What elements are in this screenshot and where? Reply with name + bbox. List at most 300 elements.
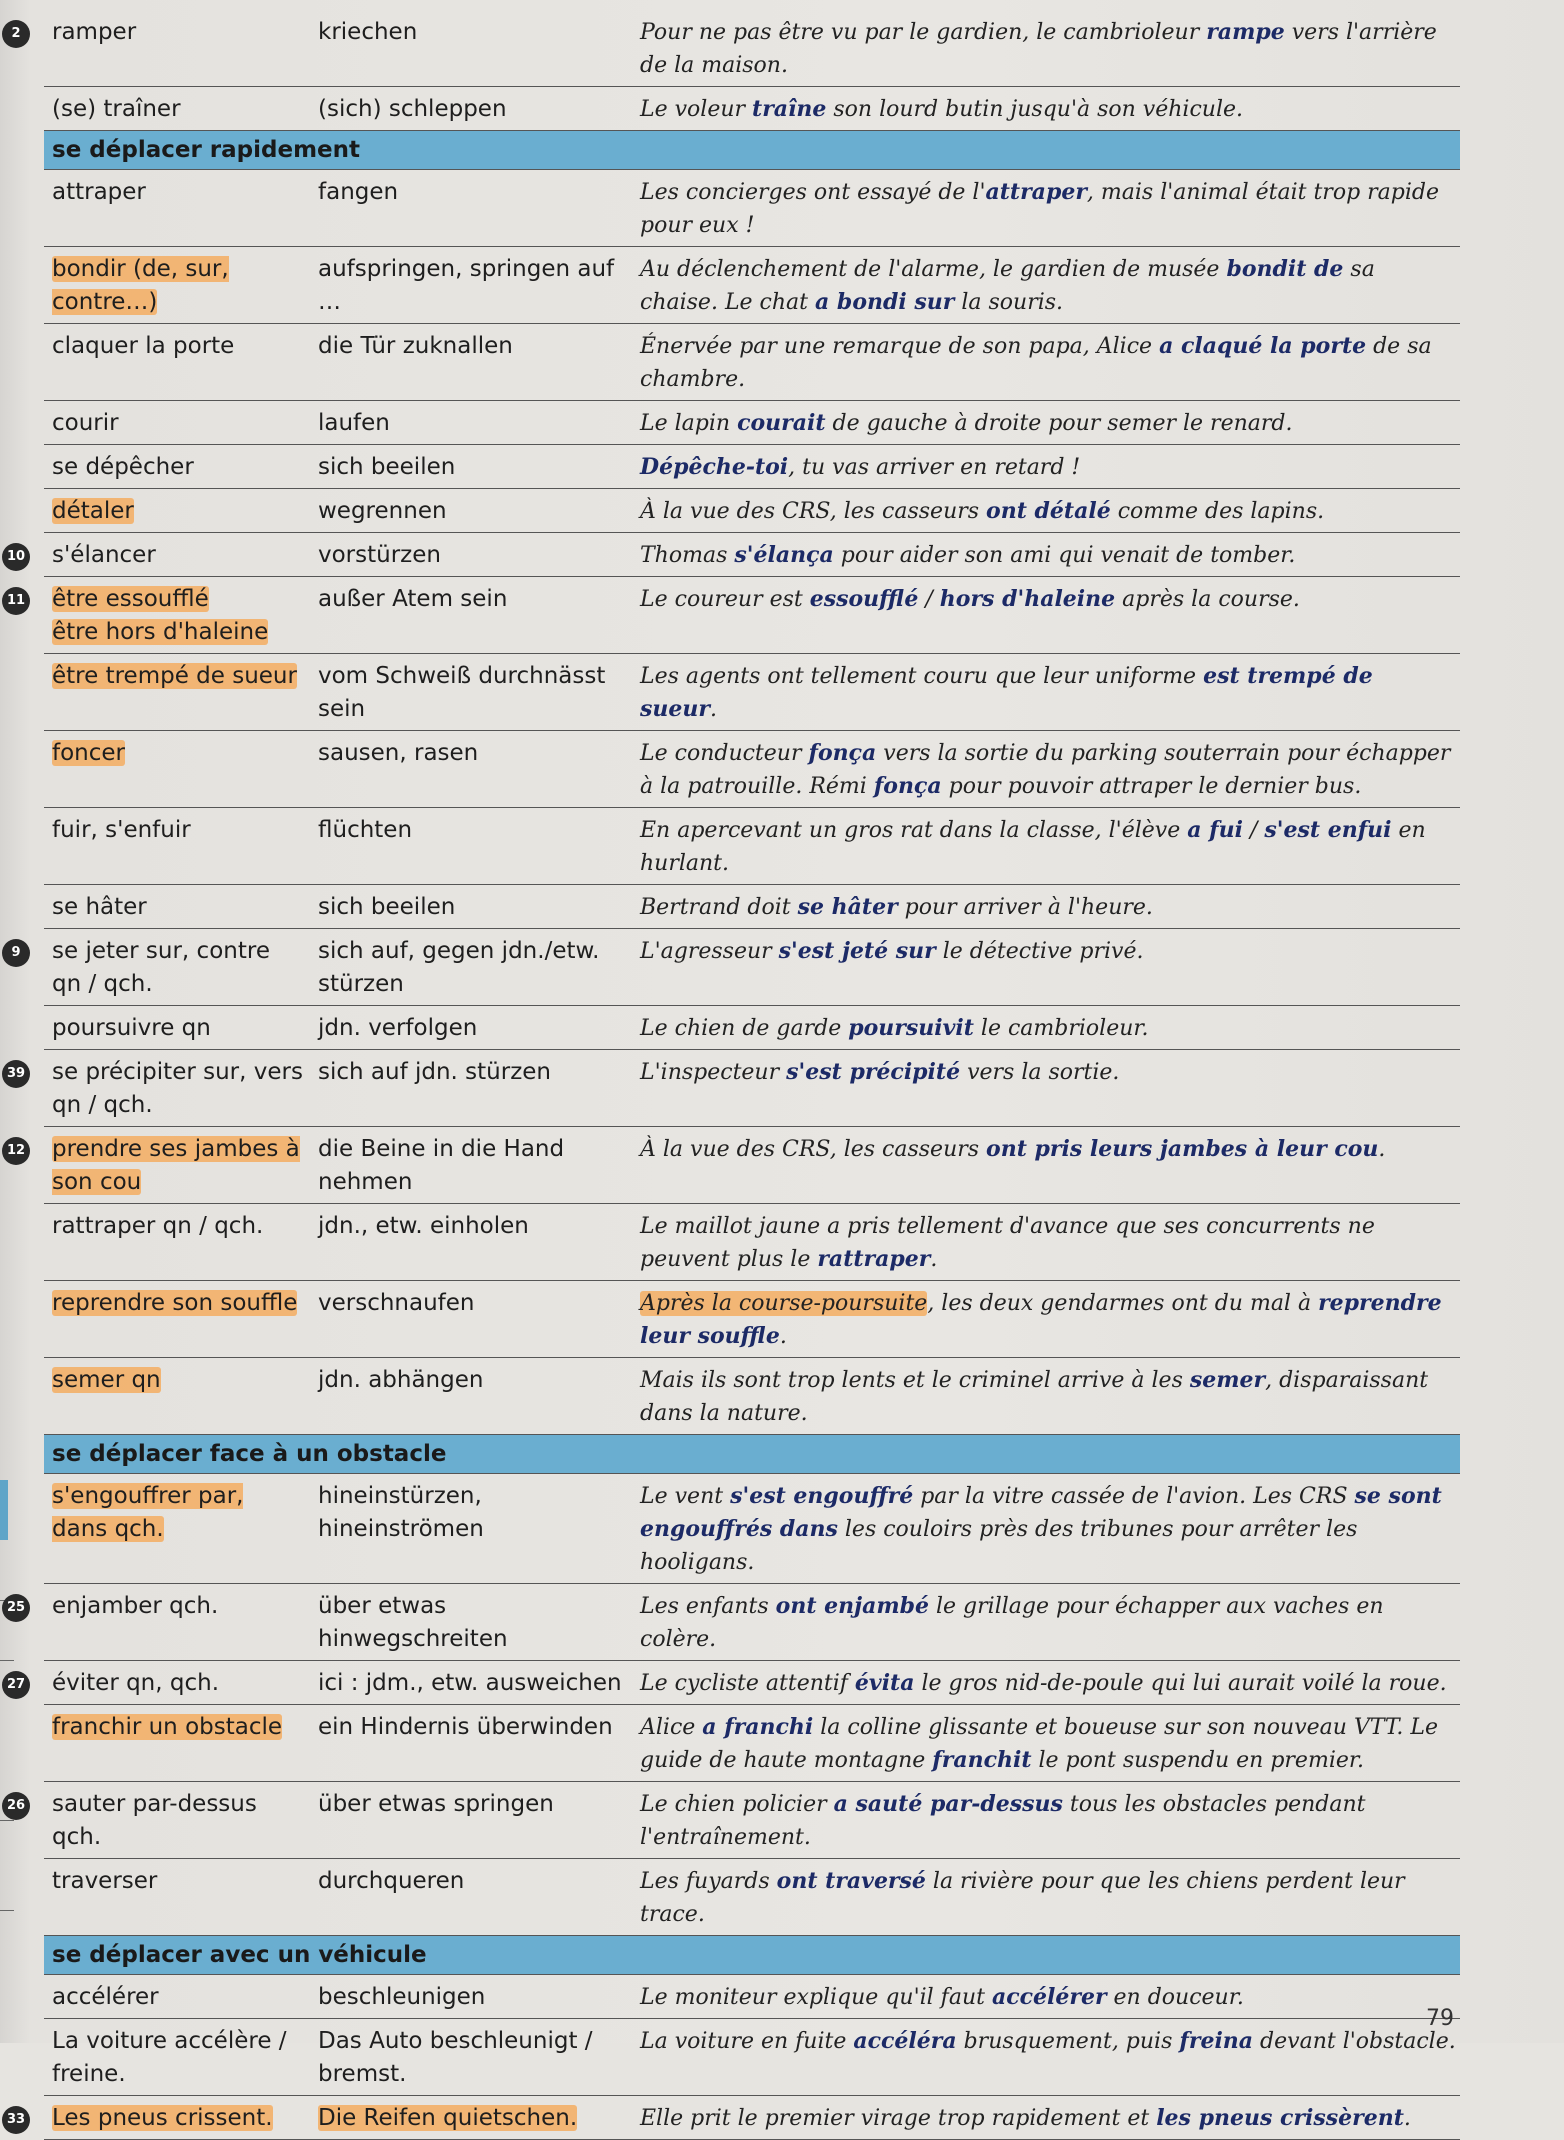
term-cell <box>44 731 310 807</box>
term-cell <box>44 1859 310 1935</box>
french-term: poursuivre qn <box>52 1015 211 1041</box>
example-text: , disparaissant dans la nature. <box>640 1368 1429 1426</box>
term-cell <box>44 445 310 488</box>
exercise-badge: 11 <box>2 587 30 615</box>
german-cell <box>310 489 628 532</box>
exercise-badge: 2 <box>2 20 30 48</box>
vocab-row <box>44 1859 1460 1936</box>
example-sentence <box>628 1050 1460 1126</box>
vocab-row <box>6 1584 1460 1661</box>
german-cell <box>310 1050 628 1126</box>
example-keyword: a sauté par-dessus <box>833 1791 1063 1817</box>
example-sentence <box>628 885 1460 928</box>
example-keyword: freina <box>1179 2028 1254 2054</box>
vocab-row <box>11 10 1460 87</box>
french-term: reprendre son souffle <box>52 1290 298 1316</box>
term-cell <box>44 1281 310 1357</box>
example-text: . <box>930 1247 938 1272</box>
german-translation: hineinstürzen, hineinströmen <box>318 1483 484 1542</box>
term-cell <box>44 1584 310 1660</box>
example-keyword: franchit <box>932 1747 1032 1773</box>
exercise-badge: 33 <box>2 2106 30 2134</box>
vocab-row <box>44 731 1460 808</box>
french-term: être trempé de sueur <box>52 663 297 689</box>
german-cell <box>310 1782 628 1858</box>
example-keyword: ont enjambé <box>775 1593 930 1619</box>
german-translation: sich beeilen <box>318 454 456 480</box>
french-term: courir <box>52 410 119 436</box>
term-cell <box>44 489 310 532</box>
example-keyword: semer <box>1189 1367 1266 1393</box>
german-translation: die Tür zuknallen <box>318 333 513 359</box>
example-sentence <box>628 2096 1460 2139</box>
example-sentence <box>628 489 1460 532</box>
german-cell <box>310 2096 628 2139</box>
example-text: le grillage pour échapper aux vaches en colère. <box>640 1594 1384 1652</box>
french-term: fuir, s'enfuir <box>52 817 191 843</box>
term-cell <box>44 1782 310 1858</box>
exercise-badge: 39 <box>2 1060 30 1088</box>
german-translation: jdn. abhängen <box>318 1367 484 1393</box>
example-text: Le voleur <box>640 97 753 122</box>
french-term: s'élancer <box>52 542 156 568</box>
example-text: Le chien de garde <box>640 1016 849 1041</box>
term-cell <box>44 1474 310 1583</box>
example-keyword: s'est engouffré <box>730 1483 914 1509</box>
example-sentence <box>628 1006 1460 1049</box>
example-text: Pour ne pas être vu par le gardien, le cambrioleur <box>640 20 1207 45</box>
vocab-row <box>44 1358 1460 1435</box>
german-translation: sich auf jdn. stürzen <box>318 1059 552 1085</box>
example-text: de gauche à droite pour semer le renard. <box>825 411 1293 436</box>
french-term: prendre ses jambes à son cou <box>52 1136 300 1195</box>
example-text: Le maillot jaune a pris tellement d'avance que ses concurrents ne peuvent plus le <box>640 1214 1375 1272</box>
french-term-alt: être hors d'haleine <box>52 619 269 645</box>
vocab-row <box>44 489 1460 533</box>
french-term: être essoufflé <box>52 586 209 612</box>
term-cell <box>44 1661 310 1704</box>
german-cell <box>310 247 628 323</box>
vocab-row <box>44 1281 1460 1358</box>
example-text: comme des lapins. <box>1110 499 1325 524</box>
example-sentence <box>628 577 1460 653</box>
example-keyword: courait <box>737 410 826 436</box>
example-text: en douceur. <box>1106 1985 1244 2010</box>
example-sentence <box>628 2019 1460 2095</box>
example-text: Le vent <box>640 1484 731 1509</box>
margin-tab <box>0 1480 8 1540</box>
example-keyword: accéléra <box>853 2028 957 2054</box>
vocab-row <box>44 445 1460 489</box>
example-text: Le lapin <box>640 411 738 436</box>
german-translation: Das Auto beschleunigt / bremst. <box>318 2028 593 2087</box>
vocab-row <box>44 247 1460 324</box>
example-sentence <box>628 1661 1460 1704</box>
example-keyword: hors d'haleine <box>939 586 1116 612</box>
german-translation: sich beeilen <box>318 894 456 920</box>
example-text: devant l'obstacle. <box>1253 2029 1456 2054</box>
example-sentence <box>628 1975 1460 2018</box>
term-cell <box>44 2019 310 2095</box>
vocab-row <box>11 929 1460 1006</box>
example-keyword: a claqué la porte <box>1159 333 1367 359</box>
vocab-row <box>44 885 1460 929</box>
vocab-row <box>44 1474 1460 1584</box>
example-text: de sa chambre. <box>640 334 1432 392</box>
margin-mark <box>0 1820 14 1821</box>
vocab-row <box>44 808 1460 885</box>
german-cell <box>310 2019 628 2095</box>
example-text: Le chien policier <box>640 1792 834 1817</box>
example-sentence <box>628 445 1460 488</box>
example-sentence <box>628 1474 1460 1583</box>
german-cell <box>310 885 628 928</box>
exercise-badge: 9 <box>2 939 30 967</box>
german-cell <box>310 731 628 807</box>
french-term: semer qn <box>52 1367 161 1393</box>
example-text: vers l'arrière de la maison. <box>640 20 1437 78</box>
example-sentence <box>628 731 1460 807</box>
example-text: Bertrand doit <box>640 895 798 920</box>
vocab-row <box>44 401 1460 445</box>
german-cell <box>310 1358 628 1434</box>
example-text: la souris. <box>954 290 1064 315</box>
example-sentence <box>628 808 1460 884</box>
example-sentence <box>628 1358 1460 1434</box>
term-cell <box>44 1358 310 1434</box>
example-text: Alice <box>640 1715 703 1740</box>
term-cell <box>44 1705 310 1781</box>
german-translation: aufspringen, springen auf … <box>318 256 615 315</box>
example-text: en hurlant. <box>640 818 1426 876</box>
german-translation: durchqueren <box>318 1868 465 1894</box>
vocab-row <box>44 1705 1460 1782</box>
example-text: Mais ils sont trop lents et le criminel arrive à les <box>640 1368 1190 1393</box>
section-header: se déplacer rapidement <box>44 131 1460 170</box>
example-text: vers la sortie. <box>960 1060 1120 1085</box>
example-keyword: s'est précipité <box>786 1059 961 1085</box>
margin-mark <box>0 1910 14 1911</box>
example-text: Le moniteur explique qu'il faut <box>640 1985 992 2010</box>
german-cell <box>310 1705 628 1781</box>
example-text: , mais l'animal était trop rapide pour eux ! <box>640 180 1439 238</box>
german-cell <box>310 170 628 246</box>
german-translation: ein Hindernis überwinden <box>318 1714 613 1740</box>
example-text: brusquement, puis <box>956 2029 1180 2054</box>
german-cell <box>310 1661 628 1704</box>
example-sentence <box>628 87 1460 130</box>
term-cell <box>44 1975 310 2018</box>
example-keyword: ont détalé <box>986 498 1111 524</box>
french-term: sauter par-dessus qch. <box>52 1791 257 1850</box>
section-header: se déplacer avec un véhicule <box>44 1936 1460 1975</box>
example-keyword: les pneus crissèrent <box>1156 2105 1404 2131</box>
french-term: ramper <box>52 19 137 45</box>
example-text: le détective privé. <box>935 939 1144 964</box>
example-keyword: ont traversé <box>776 1868 926 1894</box>
term-cell <box>44 2096 310 2139</box>
german-translation: vom Schweiß durchnässt sein <box>318 663 606 722</box>
german-translation: über etwas hinwegschreiten <box>318 1593 508 1652</box>
example-text: le pont suspendu en premier. <box>1031 1748 1364 1773</box>
german-translation: Die Reifen quietschen. <box>318 2105 578 2131</box>
german-translation: kriechen <box>318 19 418 45</box>
example-keyword: traîne <box>752 96 827 122</box>
french-term: bondir (de, sur, contre…) <box>52 256 229 315</box>
example-text: , tu vas arriver en retard ! <box>788 455 1081 480</box>
german-translation: (sich) schleppen <box>318 96 507 122</box>
example-text: le cambrioleur. <box>973 1016 1149 1041</box>
example-sentence <box>628 533 1460 576</box>
french-term: se précipiter sur, vers qn / qch. <box>52 1059 303 1118</box>
term-cell <box>44 654 310 730</box>
vocab-row <box>6 1782 1460 1859</box>
german-cell <box>310 808 628 884</box>
example-keyword: a bondi sur <box>815 289 955 315</box>
example-keyword: est trempé de sueur <box>640 663 1373 722</box>
example-keyword: s'est jeté sur <box>778 938 936 964</box>
german-translation: verschnaufen <box>318 1290 475 1316</box>
german-translation: flüchten <box>318 817 413 843</box>
example-text: vers la sortie du parking souterrain pour échapper à la patrouille. Rémi <box>640 741 1451 799</box>
example-text: Les enfants <box>640 1594 776 1619</box>
example-sentence <box>628 654 1460 730</box>
french-term: attraper <box>52 179 146 205</box>
example-sentence <box>628 929 1460 1005</box>
example-text: pour pouvoir attraper le dernier bus. <box>941 774 1362 799</box>
term-cell <box>44 247 310 323</box>
vocab-row <box>44 1975 1460 2019</box>
example-sentence <box>628 10 1460 86</box>
french-term: s'engouffrer par, dans qch. <box>52 1483 244 1542</box>
example-text: . <box>779 1324 787 1349</box>
example-text: tous les obstacles pendant l'entraînement. <box>640 1792 1366 1850</box>
example-sentence <box>628 1204 1460 1280</box>
french-term: foncer <box>52 740 125 766</box>
french-term: détaler <box>52 498 134 524</box>
vocabulary-table <box>6 10 1460 2140</box>
german-translation: beschleunigen <box>318 1984 486 2010</box>
french-term: (se) traîner <box>52 96 181 122</box>
example-keyword: évita <box>854 1670 915 1696</box>
german-translation: über etwas springen <box>318 1791 554 1817</box>
example-keyword: fonça <box>808 740 877 766</box>
french-term: La voiture accélère / freine. <box>52 2028 287 2087</box>
vocab-row <box>44 654 1460 731</box>
example-text: pour arriver à l'heure. <box>897 895 1153 920</box>
example-text: À la vue des CRS, les casseurs <box>640 499 987 524</box>
german-cell <box>310 10 628 86</box>
german-cell <box>310 1584 628 1660</box>
example-text: Le coureur est <box>640 587 810 612</box>
example-keyword: a franchi <box>702 1714 814 1740</box>
term-cell <box>44 1204 310 1280</box>
example-keyword: rattraper <box>817 1246 931 1272</box>
german-translation: wegrennen <box>318 498 447 524</box>
vocab-row <box>44 170 1460 247</box>
example-keyword: fonça <box>873 773 942 799</box>
term-cell <box>44 1006 310 1049</box>
example-text: . <box>709 697 717 722</box>
german-translation: sausen, rasen <box>318 740 479 766</box>
french-term: rattraper qn / qch. <box>52 1213 264 1239</box>
term-cell <box>44 929 310 1005</box>
german-translation: jdn. verfolgen <box>318 1015 478 1041</box>
example-sentence <box>628 324 1460 400</box>
example-text: , les deux gendarmes ont du mal à <box>927 1291 1319 1316</box>
exercise-badge: 26 <box>2 1792 30 1820</box>
example-text: En apercevant un gros rat dans la classe, l'élève <box>640 818 1188 843</box>
french-term: Les pneus crissent. <box>52 2105 273 2131</box>
example-text: la rivière pour que les chiens perdent leur trace. <box>640 1869 1405 1927</box>
german-cell <box>310 1204 628 1280</box>
example-text: . <box>1378 1137 1386 1162</box>
example-text: À la vue des CRS, les casseurs <box>640 1137 987 1162</box>
example-keyword: ont pris leurs jambes à leur cou <box>986 1136 1379 1162</box>
section-header: se déplacer face à un obstacle <box>44 1435 1460 1474</box>
vocab-row <box>44 1006 1460 1050</box>
german-cell <box>310 929 628 1005</box>
example-keyword: essoufflé <box>809 586 919 612</box>
exercise-badge: 10 <box>2 543 30 571</box>
example-sentence <box>628 1859 1460 1935</box>
example-keyword: s'élança <box>734 542 834 568</box>
example-sentence <box>628 1705 1460 1781</box>
german-translation: vorstürzen <box>318 542 441 568</box>
example-sentence <box>628 401 1460 444</box>
german-translation: jdn., etw. einholen <box>318 1213 529 1239</box>
example-text: . <box>1403 2106 1411 2131</box>
example-text: par la vitre cassée de l'avion. Les CRS <box>913 1484 1355 1509</box>
french-term: enjamber qch. <box>52 1593 219 1619</box>
german-cell <box>310 577 628 653</box>
exercise-badge: 27 <box>2 1671 30 1699</box>
example-keyword: accélérer <box>991 1984 1107 2010</box>
vocab-row <box>44 1204 1460 1281</box>
vocab-row <box>6 1661 1460 1705</box>
example-keyword: bondit de <box>1226 256 1344 282</box>
example-sentence <box>628 170 1460 246</box>
example-text: Énervée par une remarque de son papa, Alice <box>640 334 1160 359</box>
page-number: 79 <box>1426 2006 1454 2031</box>
term-cell <box>44 170 310 246</box>
example-sentence <box>628 247 1460 323</box>
example-keyword: poursuivit <box>848 1015 974 1041</box>
german-cell <box>310 1859 628 1935</box>
term-cell <box>44 324 310 400</box>
german-cell <box>310 1975 628 2018</box>
example-text: Les agents ont tellement couru que leur uniforme <box>640 664 1204 689</box>
term-cell <box>44 577 310 653</box>
margin-mark <box>0 1660 14 1661</box>
german-cell <box>310 87 628 130</box>
example-text: Elle prit le premier virage trop rapidement et <box>640 2106 1157 2131</box>
vocab-row <box>44 2019 1460 2096</box>
example-keyword: reprendre leur souffle <box>640 1290 1442 1349</box>
german-translation: außer Atem sein <box>318 586 508 612</box>
exercise-badge: 12 <box>2 1137 30 1165</box>
example-text: après la course. <box>1115 587 1300 612</box>
example-text: La voiture en fuite <box>640 2029 854 2054</box>
example-sentence <box>628 1281 1460 1357</box>
example-sentence <box>628 1127 1460 1203</box>
german-cell <box>310 1127 628 1203</box>
vocab-row <box>6 533 1460 577</box>
example-text: Le cycliste attentif <box>640 1671 855 1696</box>
exercise-badge: 25 <box>2 1594 30 1622</box>
example-keyword: a fui <box>1187 817 1243 843</box>
term-cell <box>44 401 310 444</box>
example-text: L'inspecteur <box>640 1060 787 1085</box>
example-text: Les concierges ont essayé de l' <box>640 180 986 205</box>
vocab-row <box>6 577 1460 654</box>
german-translation: laufen <box>318 410 390 436</box>
example-text: Le conducteur <box>640 741 809 766</box>
example-text: le gros nid-de-poule qui lui aurait voilé la roue. <box>914 1671 1447 1696</box>
german-cell <box>310 401 628 444</box>
example-sentence <box>628 1782 1460 1858</box>
french-term: se hâter <box>52 894 147 920</box>
example-keyword: Dépêche-toi <box>640 454 789 480</box>
example-text: la colline glissante et boueuse sur son nouveau VTT. Le guide de haute montagne <box>640 1715 1438 1773</box>
term-cell <box>44 87 310 130</box>
example-text: pour aider son ami qui venait de tomber. <box>833 543 1296 568</box>
example-keyword: attraper <box>985 179 1087 205</box>
french-term: traverser <box>52 1868 158 1894</box>
french-term: se jeter sur, contre qn / qch. <box>52 938 270 997</box>
german-cell <box>310 1281 628 1357</box>
example-text: / <box>918 587 940 612</box>
german-cell <box>310 654 628 730</box>
example-keyword: se sont engouffrés dans <box>640 1483 1442 1542</box>
french-term: éviter qn, qch. <box>52 1670 220 1696</box>
french-term: accélérer <box>52 1984 159 2010</box>
french-term: se dépêcher <box>52 454 194 480</box>
vocab-row <box>44 324 1460 401</box>
french-term: franchir un obstacle <box>52 1714 283 1740</box>
german-translation: die Beine in die Hand nehmen <box>318 1136 565 1195</box>
german-cell <box>310 445 628 488</box>
german-cell <box>310 324 628 400</box>
german-translation: ici : jdm., etw. ausweichen <box>318 1670 622 1696</box>
example-keyword: s'est enfui <box>1264 817 1392 843</box>
example-sentence <box>628 1584 1460 1660</box>
example-text: Après la course-poursuite <box>640 1291 928 1316</box>
term-cell <box>44 885 310 928</box>
german-cell <box>310 533 628 576</box>
vocab-row <box>6 1127 1460 1204</box>
german-translation: sich auf, gegen jdn./etw. stürzen <box>318 938 600 997</box>
example-text: Les fuyards <box>640 1869 777 1894</box>
example-text: Thomas <box>640 543 735 568</box>
term-cell <box>44 533 310 576</box>
example-text: les couloirs près des tribunes pour arrêter les hooligans. <box>640 1517 1358 1575</box>
german-cell <box>310 1006 628 1049</box>
term-cell <box>44 1050 310 1126</box>
vocab-row <box>44 87 1460 131</box>
term-cell <box>44 808 310 884</box>
vocab-row <box>6 2096 1460 2140</box>
example-keyword: se hâter <box>797 894 898 920</box>
example-text: Au déclenchement de l'alarme, le gardien de musée <box>640 257 1227 282</box>
example-text: sa chaise. Le chat <box>640 257 1375 315</box>
french-term: claquer la porte <box>52 333 235 359</box>
example-text: / <box>1242 818 1265 843</box>
german-translation: fangen <box>318 179 399 205</box>
term-cell <box>44 10 310 86</box>
example-text: L'agresseur <box>640 939 779 964</box>
example-keyword: rampe <box>1206 19 1285 45</box>
